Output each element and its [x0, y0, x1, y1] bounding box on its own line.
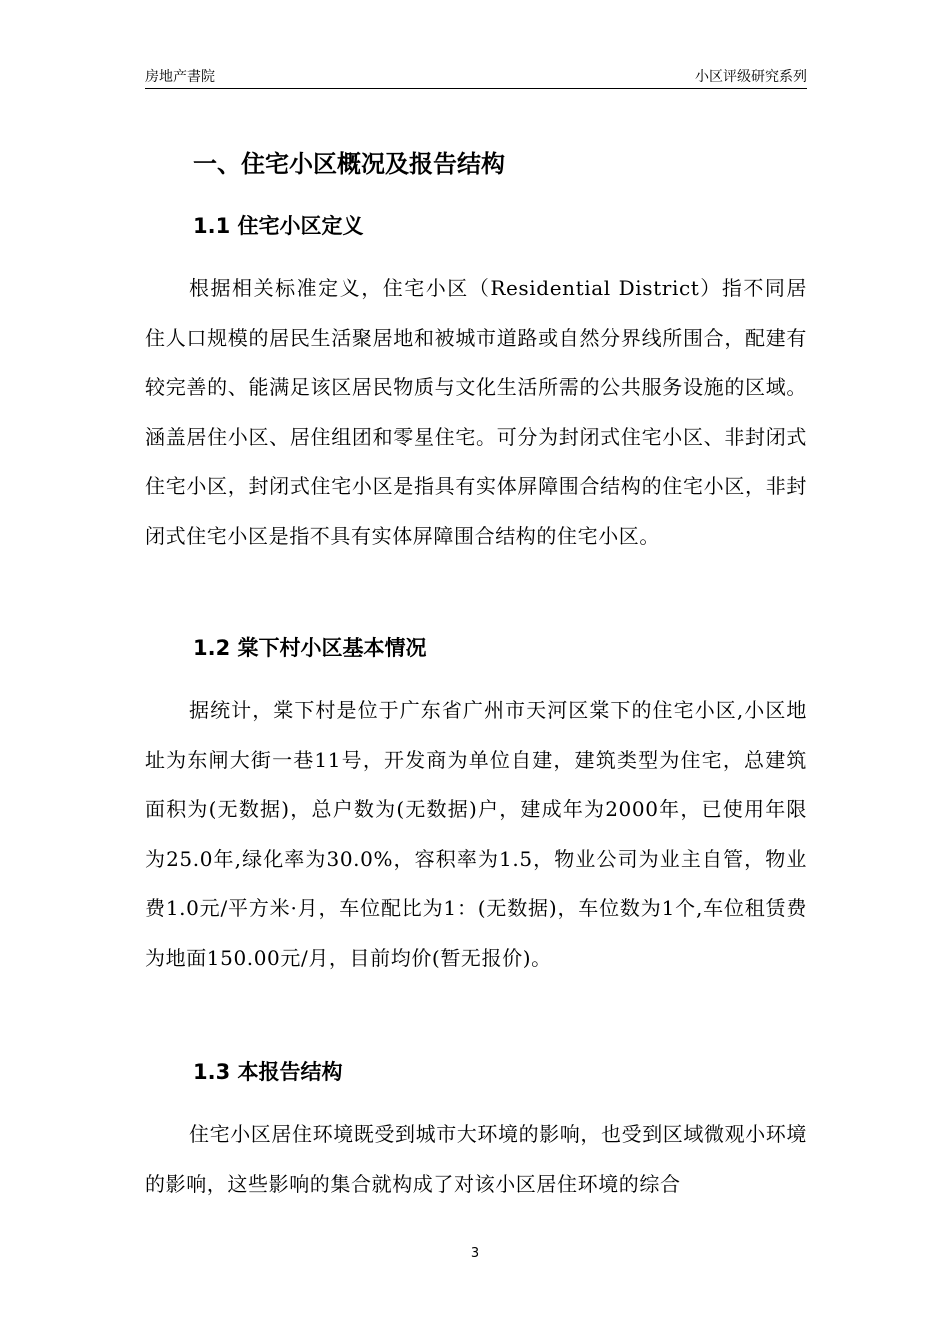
subsection-heading-report-structure: 1.3 本报告结构 [193, 1060, 343, 1084]
paragraph-basic-info: 据统计，棠下村是位于广东省广州市天河区棠下的住宅小区,小区地址为东闸大街一巷11号，开发商为单位自建，建筑类型为住宅，总建筑面积为(无数据)，总户数为(无数据)户，建成年为2000年，已使用年限为25.0年,绿化率为30.0%，容积率为1.5，物业公司为业主自管，物业费1.0元/平方米·月，车位配比为1：(无数据)，车位数为1个,车位租赁费为地面150.00元/月，目前均价(暂无报价)。 [145, 698, 807, 970]
subsection-heading-basic-info: 1.2 棠下村小区基本情况 [193, 636, 427, 660]
subsection-heading-definition: 1.1 住宅小区定义 [193, 214, 364, 238]
header-series-title: 小区评级研究系列 [695, 69, 807, 85]
page-number: 3 [470, 1246, 480, 1261]
section-title: 一、住宅小区概况及报告结构 [193, 150, 505, 178]
paragraph-definition: 根据相关标准定义，住宅小区（Residential District）指不同居住人口规模的居民生活聚居地和被城市道路或自然分界线所围合，配建有较完善的、能满足该区居民物质与文化生活所需的公共服务设施的区域。涵盖居住小区、居住组团和零星住宅。可分为封闭式住宅小区、非封闭式住宅小区，封闭式住宅小区是指具有实体屏障围合结构的住宅小区，非封闭式住宅小区是指不具有实体屏障围合结构的住宅小区。 [145, 276, 807, 548]
paragraph-report-structure: 住宅小区居住环境既受到城市大环境的影响，也受到区域微观小环境的影响，这些影响的集合就构成了对该小区居住环境的综合 [145, 1122, 807, 1196]
header-publisher: 房地产書院 [145, 69, 215, 85]
page-header [145, 66, 807, 89]
